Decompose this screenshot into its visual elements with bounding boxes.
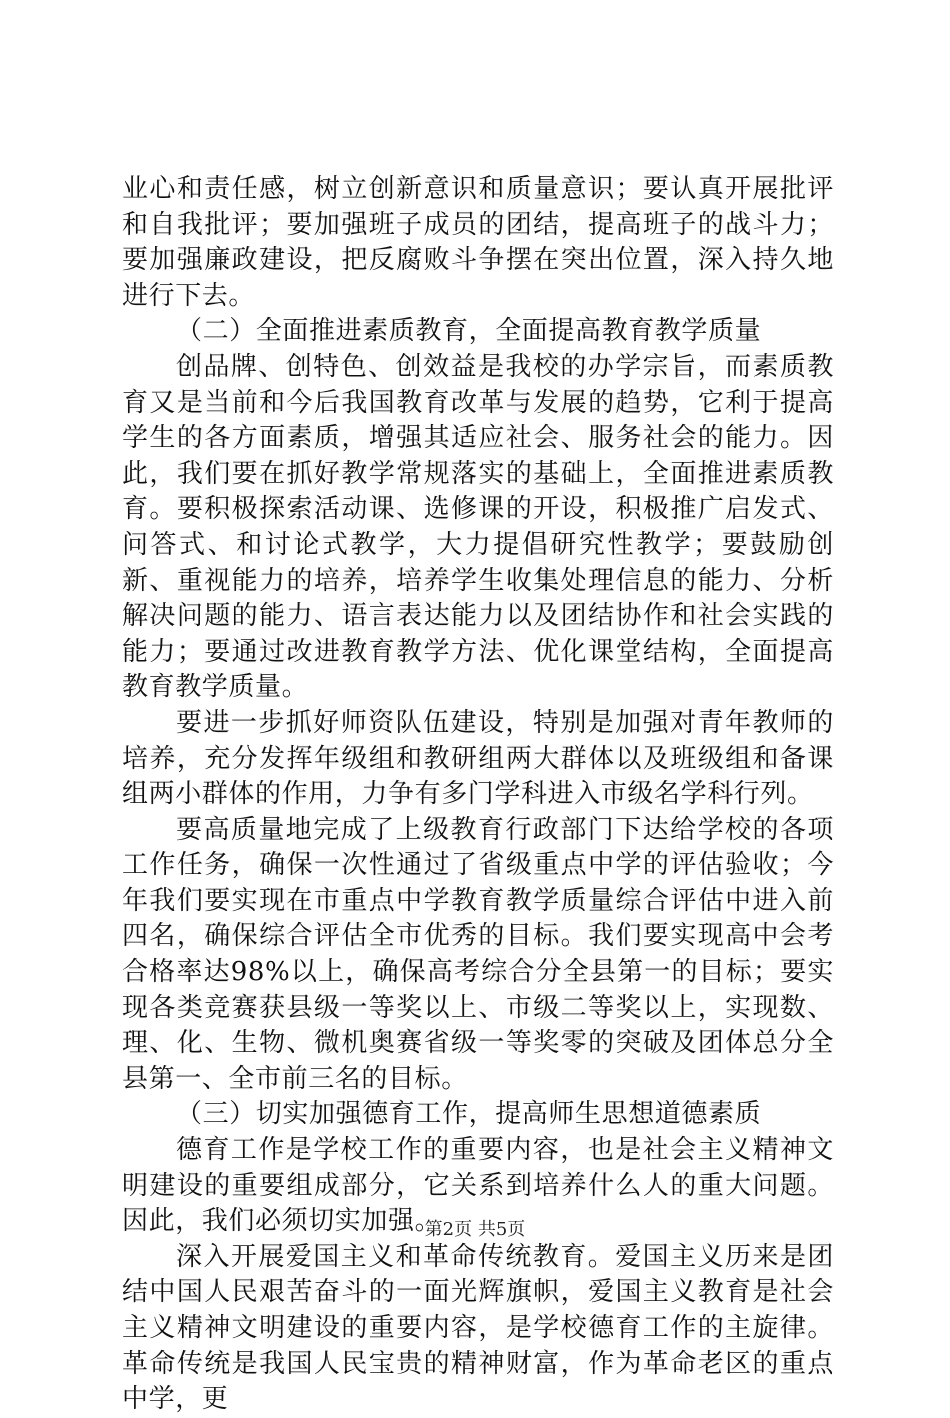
section-heading-2: （二）全面推进素质教育，全面提高教育教学质量 — [176, 316, 762, 347]
paragraph-patriotism: 深入开展爱国主义和革命传统教育。爱国主义历来是团结中国人民艰苦奋斗的一面光辉旗帜，爱国主义教育是社会主义精神文明建设的重要内容，是学校德育工作的主旋律。革命传统是我国人民宝贵的精神财富，作为革命老区的重点中学，更 — [122, 1241, 834, 1415]
paragraph-continued: 业心和责任感，树立创新意识和质量意识；要认真开展批评和自我批评；要加强班子成员的团结，提高班子的战斗力；要加强廉政建设，把反腐败斗争摆在突出位置，深入持久地进行下去。 — [122, 174, 834, 311]
section-heading-3: （三）切实加强德育工作，提高师生思想道德素质 — [176, 1099, 762, 1130]
page-number-footer: 第2页 共5页 — [424, 1219, 526, 1240]
paragraph-goals: 要高质量地完成了上级教育行政部门下达给学校的各项工作任务，确保一次性通过了省级重点中学的评估验收；今年我们要实现在市重点中学教育教学质量综合评估中进入前四名，确保综合评估全市优秀的目标。我们要实现高中会考合格率达98%以上，确保高考综合分全县第一的目标；要实现各类竞赛获县级一等奖以上、市级二等奖以上，实现数、理、化、生物、微机奥赛省级一等奖零的突破及团体总分全县第一、全市前三名的目标。 — [122, 814, 834, 1094]
paragraph-teacher-team: 要进一步抓好师资队伍建设，特别是加强对青年教师的培养，充分发挥年级组和教研组两大群体以及班级组和备课组两小群体的作用，力争有多门学科进入市级名学科行列。 — [122, 707, 834, 810]
paragraph-moral-education: 德育工作是学校工作的重要内容，也是社会主义精神文明建设的重要组成部分，它关系到培养什么人的重大问题。因此，我们必须切实加强。 — [122, 1135, 834, 1237]
paragraph-quality-education: 创品牌、创特色、创效益是我校的办学宗旨，而素质教育又是当前和今后我国教育改革与发展的趋势，它利于提高学生的各方面素质，增强其适应社会、服务社会的能力。因此，我们要在抓好教学常规落实的基础上，全面推进素质教育。要积极探索活动课、选修课的开设，积极推广启发式、问答式、和讨论式教学，大力提倡研究性教学；要鼓励创新、重视能力的培养，培养学生收集处理信息的能力、分析解决问题的能力、语言表达能力以及团结协作和社会实践的能力；要通过改进教育教学方法、优化课堂结构，全面提高教育教学质量。 — [122, 351, 834, 703]
